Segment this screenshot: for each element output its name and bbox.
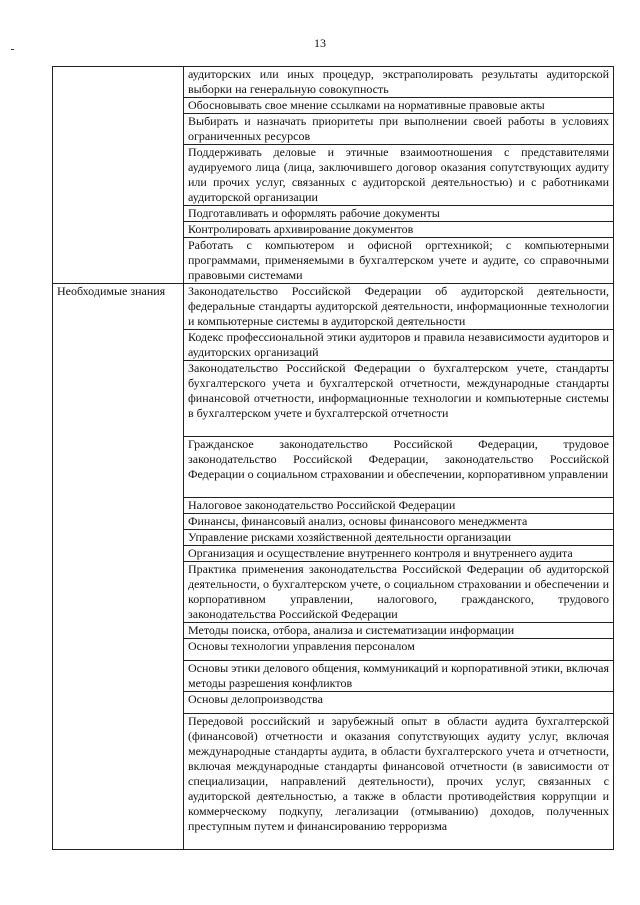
requirement-text: Передовой российский и зарубежный опыт в области аудита бухгалтерской (финансовой) отчетности и оказания сопутствующих аудиту услуг, включая международные стандарты аудита, в области бухгалтерского учета и отчетности, включая международные стандарты финансовой отчетности (в зависимости от специализации, направлений деятельности), прочих услуг, связанных с аудиторской деятельностью, а также в области противодействия коррупции и коммерческому подкупу, легализации (отмыванию) доходов, полученных преступным путем и финансированию терроризма [188, 714, 609, 833]
section-label: Необходимые знания [57, 284, 166, 298]
requirement-text: Управление рисками хозяйственной деятельности организации [188, 530, 512, 544]
requirement-cell [184, 67, 614, 98]
requirement-cell [184, 661, 614, 692]
requirement-text: аудиторских или иных процедур, экстраполировать результаты аудиторской выборки на генеральную совокупность [188, 67, 609, 96]
requirement-text: Контролировать архивирование документов [188, 222, 414, 236]
requirements-table [52, 66, 614, 850]
requirement-text: Законодательство Российской Федерации об аудиторской деятельности, федеральные стандарты аудиторской деятельности, информационные технологии и компьютерные системы в аудиторской деятельности [188, 284, 609, 328]
requirement-cell [184, 114, 614, 145]
requirement-cell [184, 145, 614, 206]
requirement-text: Выбирать и назначать приоритеты при выполнении своей работы в условиях ограниченных ресурсов [188, 114, 609, 143]
page-number: 13 [314, 36, 326, 50]
requirement-text: Подготавливать и оформлять рабочие документы [188, 206, 440, 220]
requirement-text: Работать с компьютером и офисной оргтехникой; с компьютерными программами, применяемыми в бухгалтерском учете и аудите, со справочными правовыми системами [188, 238, 609, 282]
requirement-text: Законодательство Российской Федерации о бухгалтерском учете, стандарты бухгалтерского учета и бухгалтерской отчетности, международные стандарты финансовой отчетности, информационные технологии и компьютерные системы в бухгалтерском учете и бухгалтерской отчетности [188, 361, 609, 420]
requirement-text: Налоговое законодательство Российской Федерации [188, 498, 456, 512]
margin-mark [11, 49, 14, 50]
section-label-cell [53, 67, 184, 284]
requirement-text: Финансы, финансовый анализ, основы финансового менеджмента [188, 514, 528, 528]
requirement-text: Организация и осуществление внутреннего контроля и внутреннего аудита [188, 546, 573, 560]
requirements-table-body [53, 67, 614, 850]
requirement-cell [184, 514, 614, 530]
requirement-cell [184, 437, 614, 498]
requirement-text: Кодекс профессиональной этики аудиторов и правила независимости аудиторов и аудиторских организаций [188, 330, 609, 359]
requirement-cell [184, 498, 614, 514]
requirement-text: Методы поиска, отбора, анализа и систематизации информации [188, 623, 515, 637]
requirement-text: Практика применения законодательства Российской Федерации об аудиторской деятельности, о бухгалтерском учете, о социальном страховании и обеспечении и корпоративном управлении, налогового, гражданского, трудового законодательства Российской Федерации [188, 562, 609, 621]
requirement-cell [184, 98, 614, 114]
requirement-text: Основы делопроизводства [188, 692, 323, 706]
requirement-cell [184, 238, 614, 284]
requirement-cell [184, 639, 614, 661]
requirement-cell [184, 692, 614, 714]
requirement-cell [184, 206, 614, 222]
requirement-cell [184, 530, 614, 546]
requirement-cell [184, 361, 614, 437]
requirement-cell [184, 222, 614, 238]
requirement-text: Основы технологии управления персоналом [188, 639, 415, 653]
requirement-text: Поддерживать деловые и этичные взаимоотношения с представителями аудируемого лица (лица, заключившего договор оказания сопутствующих аудиту или прочих услуг, связанных с аудиторской деятельностью) и с работниками аудиторской организации [188, 145, 609, 204]
requirement-text: Обосновывать свое мнение ссылками на нормативные правовые акты [188, 98, 545, 112]
requirement-cell [184, 546, 614, 562]
table-row [53, 67, 614, 98]
requirement-cell [184, 623, 614, 639]
requirement-cell [184, 284, 614, 330]
requirement-cell [184, 330, 614, 361]
table-row [53, 284, 614, 330]
requirement-text: Основы этики делового общения, коммуникаций и корпоративной этики, включая методы разрешения конфликтов [188, 661, 609, 690]
requirement-text: Гражданское законодательство Российской Федерации, трудовое законодательство Российской Федерации, законодательство Российской Федерации о социальном страховании и обеспечении, корпоративном управлении [188, 437, 609, 481]
requirement-cell [184, 562, 614, 623]
requirement-cell [184, 714, 614, 850]
section-label-cell [53, 284, 184, 850]
